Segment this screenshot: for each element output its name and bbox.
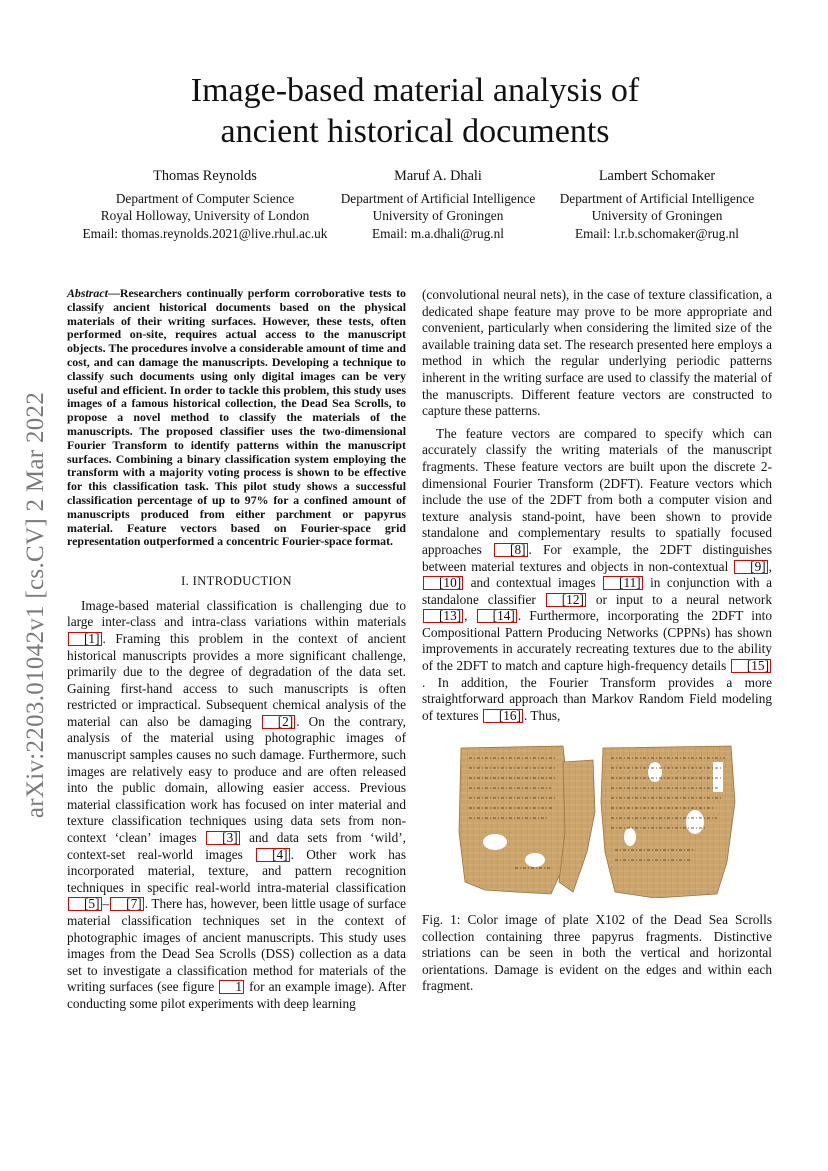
author-name: Maruf A. Dhali: [394, 168, 482, 184]
text-run: . In addition, the Fourier Transform provides a more straightforward approach than Markov Random Field modeling of textures: [422, 674, 772, 723]
author-dept: Department of Artificial Intelligence: [559, 190, 755, 206]
citation-link[interactable]: [1]: [68, 632, 102, 646]
text-run: . Other work has incorporated material, texture, and pattern recognition techniques in specific real-world intra-material classification: [67, 846, 406, 895]
citation-link[interactable]: [7]: [110, 897, 144, 911]
title-line-2: ancient historical documents: [220, 113, 610, 150]
paper-title: [100, 70, 730, 152]
right-column: [422, 287, 772, 724]
author-inst: University of Groningen: [372, 208, 504, 223]
author-inst: Royal Holloway, University of London: [100, 208, 310, 223]
body-paragraph: [422, 426, 772, 725]
intro-paragraph: [67, 598, 406, 1013]
text-run: and data sets from ‘wild’, context-set real-world images: [67, 830, 406, 862]
text-run: . Thus,: [523, 707, 561, 723]
left-column: [67, 287, 406, 1013]
arxiv-identifier-text: arXiv:2203.01042v1 [cs.CV] 2 Mar 2022: [22, 391, 49, 819]
author-email[interactable]: Email: l.r.b.schomaker@rug.nl: [574, 225, 740, 241]
text-run: or input to a neural network: [586, 591, 772, 607]
citation-link[interactable]: [11]: [603, 576, 643, 590]
abstract-text: —Researchers continually perform corroborative tests to classify ancient historical documents based on the physical materials of their writing surfaces. However, these tests, often performed on-site, requires actual access to the manuscript objects. The procedures involve a considerable amount of time and cost, and can damage the manuscripts. Developing a technique to classify such documents using only digital images can be very useful and efficient. In order to tackle this problem, this study uses images of a famous historical collection, the Dead Sea Scrolls, to propose a novel method to classify the materials of the manuscripts. The proposed classifier uses the two-dimensional Fourier Transform to identify patterns within the manuscript surfaces. Combining a binary classification system employing the transform with a majority voting process is shown to be effective for this classification task. This pilot study shows a successful classification percentage of up to 97% for a confined amount of manuscripts produced from either parchment or papyrus material. Feature vectors based on Fourier-space grid representation outperformed a concentric Fourier-space format.: [67, 286, 406, 549]
figure-caption: Fig. 1: Color image of plate X102 of the Dead Sea Scrolls collection containing three papyrus fragments. Distinctive striations can be seen in both the vertical and horizontal orientations. Damage is evident on the edges and within each fragment.: [422, 912, 772, 994]
title-line-1: Image-based material analysis of: [190, 72, 640, 109]
abstract-lead: Abstract: [67, 286, 108, 300]
author-block-1: [60, 168, 350, 242]
author-block-2: [332, 168, 544, 242]
citation-link[interactable]: [9]: [734, 560, 768, 574]
text-run: Image-based material classification is challenging due to large inter-class and intra-class variations within materials: [67, 597, 406, 630]
text-run: –: [102, 896, 110, 912]
citation-link[interactable]: [4]: [256, 848, 290, 862]
arxiv-identifier: [16, 365, 56, 845]
citation-link[interactable]: [15]: [731, 659, 771, 673]
author-email[interactable]: Email: m.a.dhali@rug.nl: [372, 225, 504, 241]
citation-link[interactable]: [8]: [494, 543, 528, 557]
body-paragraph: (convolutional neural nets), in the case of texture classification, a dedicated shape feature may prove to be more appropriate and convenient, particularly when considering the limited size of the available training data set. The research presented here employs a method in which the regular underlying periodic patterns inherent in the writing surface are used to classify the material of the manuscripts. Different feature vectors are constructed to capture these patterns.: [422, 287, 772, 419]
citation-link[interactable]: [13]: [423, 609, 463, 623]
papyrus-fragments-illustration: [455, 742, 738, 898]
text-run: . Furthermore, incorporating the 2DFT into Compositional Pattern Producing Networks (CPPNs) has shown improvements in accurately recreating textures due to the ability of the 2DFT to match and capture high-frequency details: [422, 608, 772, 674]
author-name: Lambert Schomaker: [598, 168, 716, 184]
author-block-3: [550, 168, 764, 242]
text-run: . Framing this problem in the context of ancient historical manuscripts provides a more significant challenge, primarily due to the degree of degradation of the data set. Gaining first-hand access to such manuscripts is often restricted or impractical. Subsequent chemical analysis of the material can also be damaging: [67, 630, 406, 729]
text-run: for an example image). After conducting some pilot experiments with deep learning: [67, 979, 406, 1011]
text-run: ,: [464, 608, 476, 624]
citation-link[interactable]: [14]: [477, 609, 517, 623]
author-inst: University of Groningen: [591, 208, 723, 223]
text-run: and contextual images: [464, 575, 603, 591]
text-run: . There has, however, been little usage of surface material classification techniques set in the context of photographic images of ancient manuscripts. This study uses images from the Dead Sea Scrolls (DSS) collection as a data set to investigate a classification method for materials of the writing surfaces (see figure: [67, 896, 406, 995]
papyrus-figure-image: [455, 742, 738, 898]
text-run: in conjunction with a standalone classifier: [422, 575, 772, 607]
citation-link[interactable]: [12]: [546, 593, 586, 607]
author-dept: Department of Computer Science: [115, 190, 295, 206]
author-dept: Department of Artificial Intelligence: [340, 190, 536, 206]
author-name: Thomas Reynolds: [153, 168, 257, 184]
citation-link[interactable]: [10]: [423, 576, 463, 590]
citation-link[interactable]: [16]: [483, 709, 523, 723]
citation-link[interactable]: [5]: [68, 897, 102, 911]
text-run: The feature vectors are compared to specify which can accurately classify the writing materials of the manuscript fragments. These feature vectors are built upon the discrete 2-dimensional Fourier Transform (2DFT). Feature vectors which include the use of the 2DFT from both a computer vision and texture analysis stand-point, have been shown to provide standalone and complementary results to spatially focused approaches: [422, 425, 772, 557]
text-run: ,: [768, 558, 772, 574]
citation-link[interactable]: [3]: [206, 831, 240, 845]
section-heading: I. INTRODUCTION: [181, 574, 292, 589]
figure-link[interactable]: 1: [219, 980, 244, 994]
text-run: . On the contrary, analysis of the material using photographic images of manuscript samples causes no such damage. Furthermore, such images are relatively easy to produce and are often released into the public domain, allowing easier access. Previous material classification work has focused on inter material and texture classification techniques using data sets from non-context ‘clean’ images: [67, 713, 406, 846]
author-email[interactable]: Email: thomas.reynolds.2021@live.rhul.ac.uk: [82, 225, 328, 241]
text-run: . For example, the 2DFT distinguishes between material textures and objects in non-contextual: [422, 541, 772, 574]
abstract: [67, 287, 406, 549]
citation-link[interactable]: [2]: [262, 715, 296, 729]
